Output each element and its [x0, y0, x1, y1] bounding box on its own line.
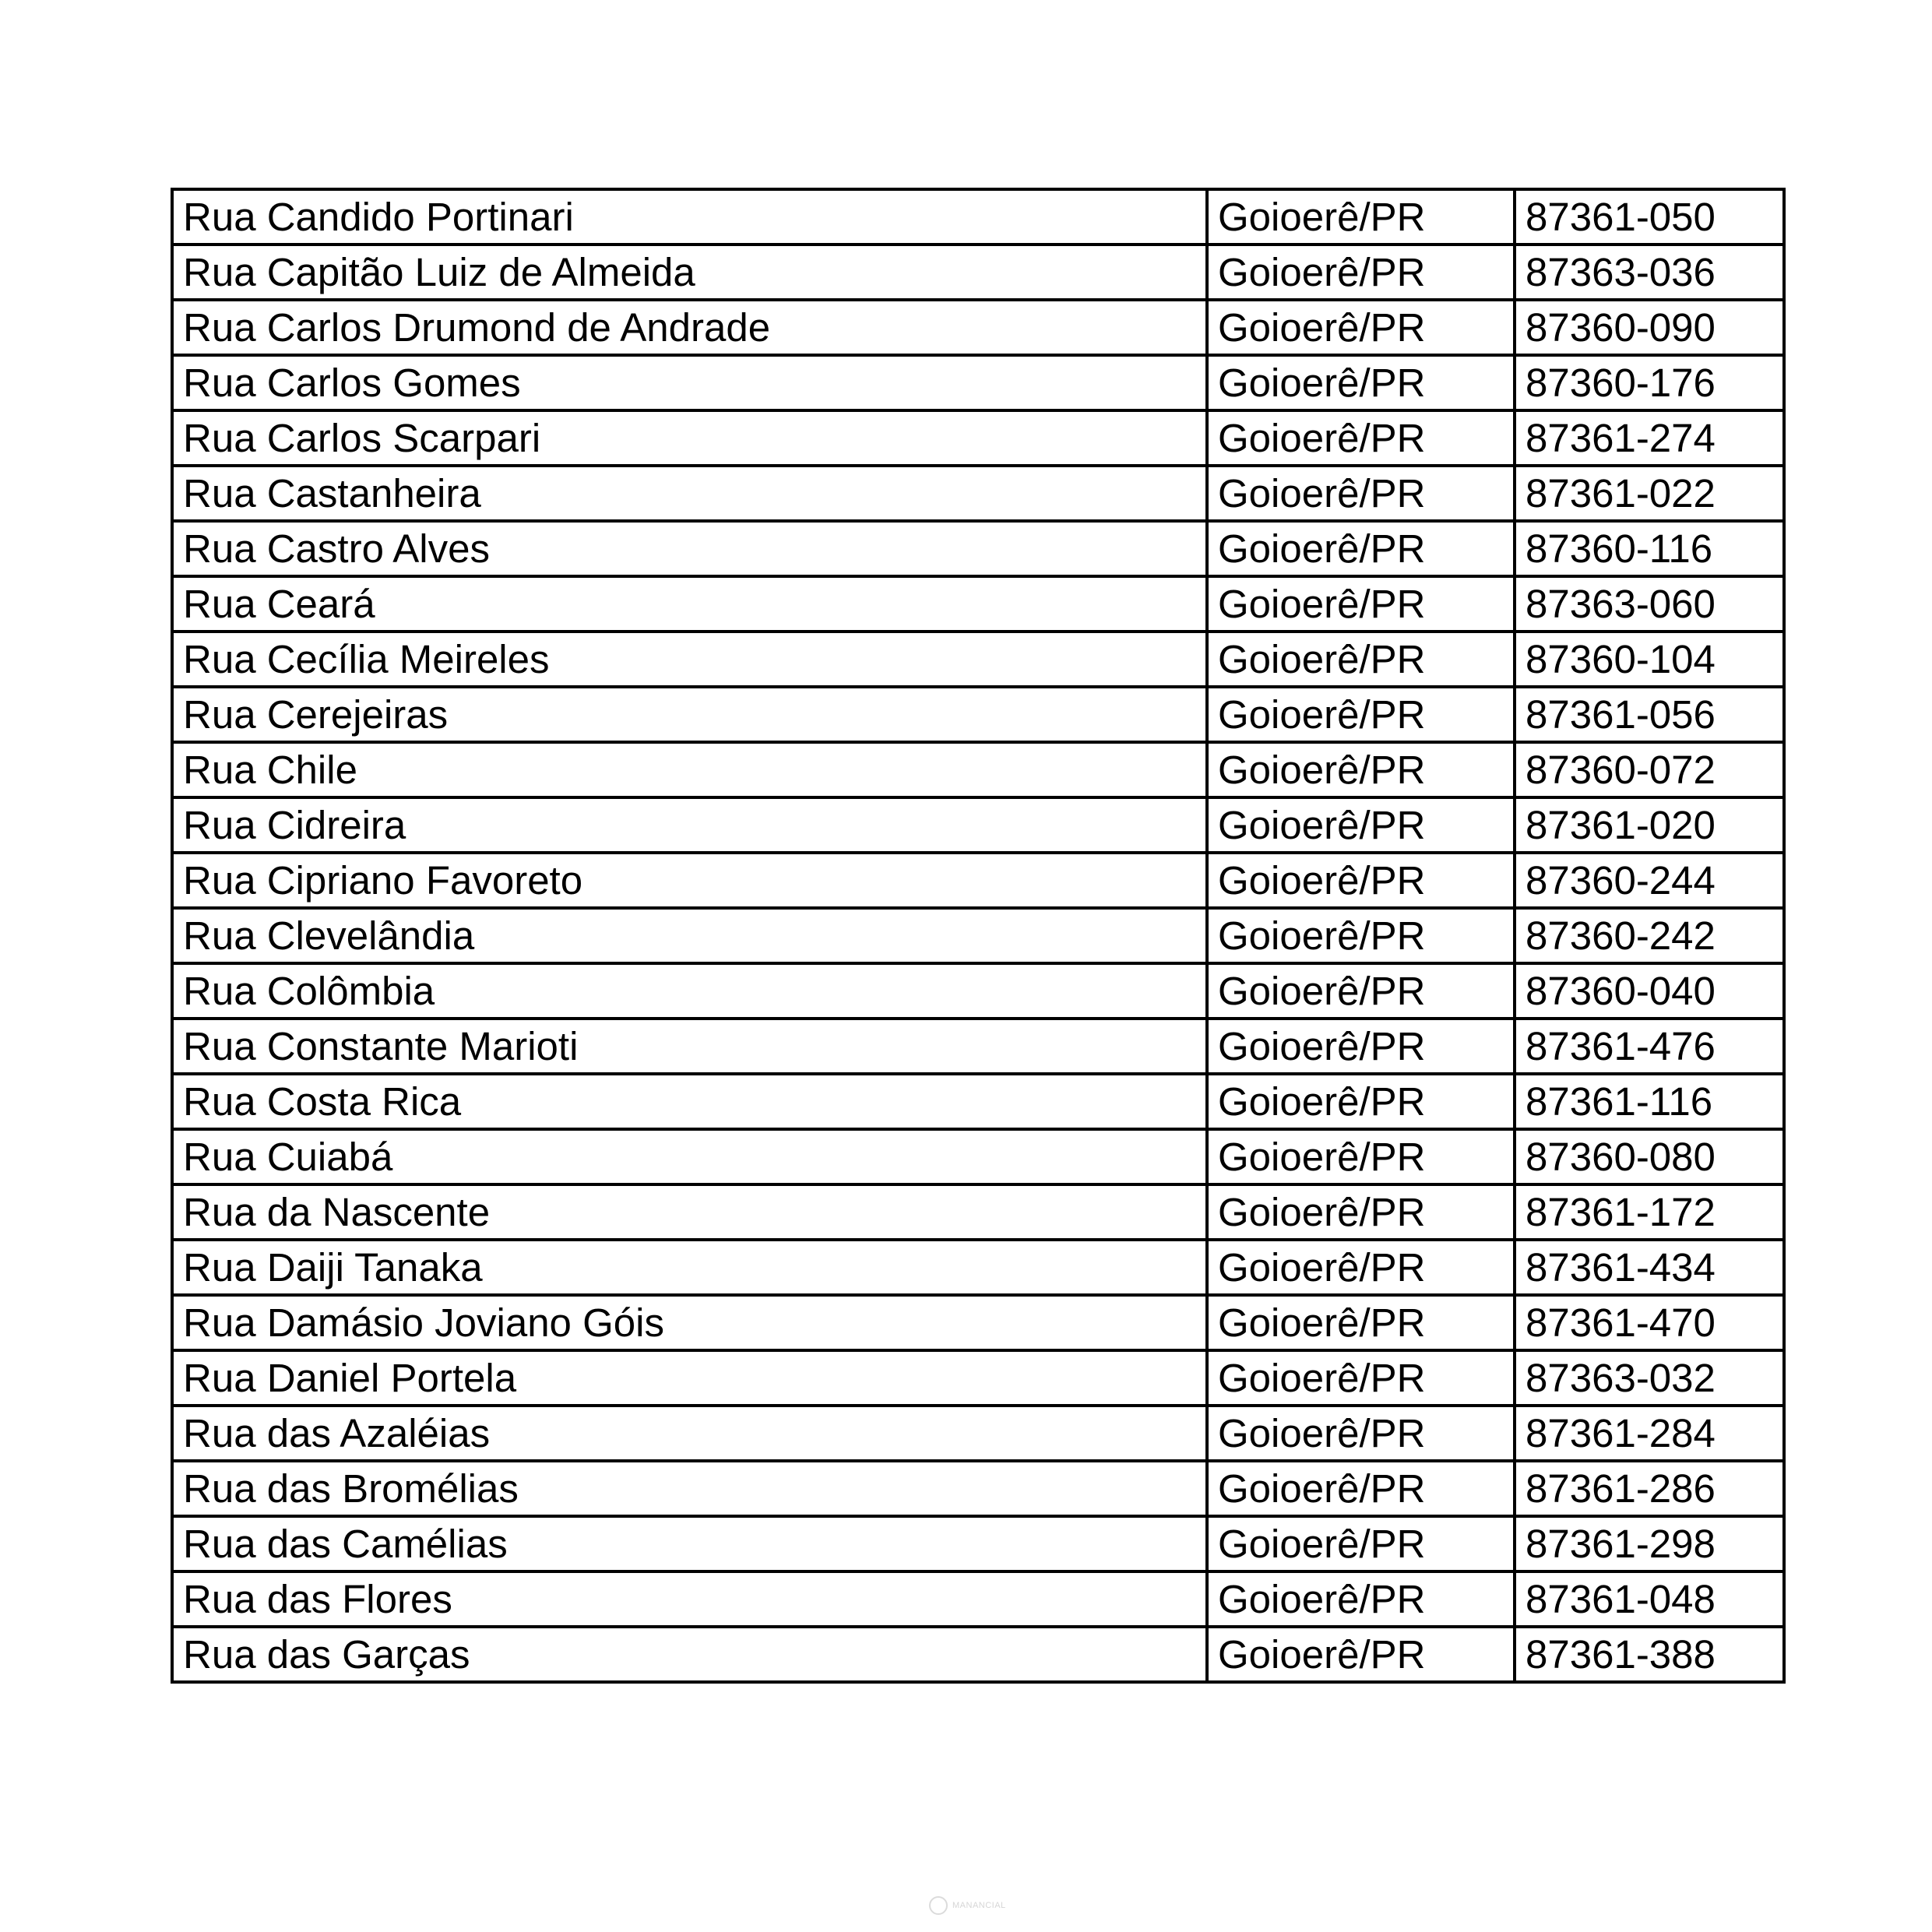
city-cell: Goioerê/PR	[1207, 1074, 1515, 1129]
street-cell: Rua Daniel Portela	[172, 1350, 1207, 1406]
table-row	[172, 1406, 1784, 1461]
street-cell: Rua Clevelândia	[172, 908, 1207, 963]
cep-cell: 87360-242	[1515, 908, 1784, 963]
street-cell: Rua Costa Rica	[172, 1074, 1207, 1129]
cep-cell: 87360-176	[1515, 355, 1784, 410]
street-cell: Rua Cidreira	[172, 797, 1207, 853]
city-cell: Goioerê/PR	[1207, 410, 1515, 466]
cep-cell: 87361-476	[1515, 1019, 1784, 1074]
city-cell: Goioerê/PR	[1207, 1461, 1515, 1516]
street-cell: Rua Cecília Meireles	[172, 632, 1207, 687]
cep-cell: 87360-116	[1515, 521, 1784, 576]
cep-cell: 87361-284	[1515, 1406, 1784, 1461]
street-cell: Rua Castanheira	[172, 466, 1207, 521]
address-table-body	[172, 189, 1784, 1682]
street-cell: Rua da Nascente	[172, 1184, 1207, 1240]
table-row	[172, 245, 1784, 300]
table-row	[172, 687, 1784, 742]
table-row	[172, 1627, 1784, 1682]
table-row	[172, 797, 1784, 853]
city-cell: Goioerê/PR	[1207, 1295, 1515, 1350]
cep-cell: 87361-470	[1515, 1295, 1784, 1350]
cep-cell: 87360-090	[1515, 300, 1784, 355]
cep-cell: 87361-434	[1515, 1240, 1784, 1295]
cep-cell: 87361-388	[1515, 1627, 1784, 1682]
city-cell: Goioerê/PR	[1207, 687, 1515, 742]
city-cell: Goioerê/PR	[1207, 1129, 1515, 1184]
table-row	[172, 189, 1784, 245]
street-cell: Rua das Camélias	[172, 1516, 1207, 1571]
table-row	[172, 1240, 1784, 1295]
watermark-text: MANANCIAL	[952, 1901, 1006, 1910]
street-cell: Rua Daiji Tanaka	[172, 1240, 1207, 1295]
city-cell: Goioerê/PR	[1207, 355, 1515, 410]
street-cell: Rua das Garças	[172, 1627, 1207, 1682]
table-row	[172, 466, 1784, 521]
table-row	[172, 300, 1784, 355]
cep-cell: 87363-032	[1515, 1350, 1784, 1406]
street-cell: Rua das Azaléias	[172, 1406, 1207, 1461]
city-cell: Goioerê/PR	[1207, 742, 1515, 797]
cep-cell: 87361-056	[1515, 687, 1784, 742]
table-row	[172, 963, 1784, 1019]
table-row	[172, 410, 1784, 466]
table-row	[172, 632, 1784, 687]
street-cell: Rua Carlos Scarpari	[172, 410, 1207, 466]
cep-cell: 87361-274	[1515, 410, 1784, 466]
street-cell: Rua Ceará	[172, 576, 1207, 632]
city-cell: Goioerê/PR	[1207, 1571, 1515, 1627]
city-cell: Goioerê/PR	[1207, 466, 1515, 521]
street-cell: Rua das Flores	[172, 1571, 1207, 1627]
cep-cell: 87361-050	[1515, 189, 1784, 245]
street-cell: Rua Damásio Joviano Góis	[172, 1295, 1207, 1350]
street-cell: Rua Capitão Luiz de Almeida	[172, 245, 1207, 300]
city-cell: Goioerê/PR	[1207, 797, 1515, 853]
street-cell: Rua Candido Portinari	[172, 189, 1207, 245]
table-row	[172, 1074, 1784, 1129]
cep-cell: 87361-172	[1515, 1184, 1784, 1240]
table-row	[172, 1350, 1784, 1406]
street-cell: Rua Carlos Drumond de Andrade	[172, 300, 1207, 355]
city-cell: Goioerê/PR	[1207, 1350, 1515, 1406]
city-cell: Goioerê/PR	[1207, 1019, 1515, 1074]
street-cell: Rua Carlos Gomes	[172, 355, 1207, 410]
table-row	[172, 355, 1784, 410]
table-row	[172, 1129, 1784, 1184]
table-row	[172, 742, 1784, 797]
cep-cell: 87361-298	[1515, 1516, 1784, 1571]
street-cell: Rua das Bromélias	[172, 1461, 1207, 1516]
manancial-logo-icon	[929, 1896, 948, 1915]
city-cell: Goioerê/PR	[1207, 1627, 1515, 1682]
table-row	[172, 1019, 1784, 1074]
cep-cell: 87360-244	[1515, 853, 1784, 908]
city-cell: Goioerê/PR	[1207, 853, 1515, 908]
city-cell: Goioerê/PR	[1207, 189, 1515, 245]
city-cell: Goioerê/PR	[1207, 1240, 1515, 1295]
cep-cell: 87361-116	[1515, 1074, 1784, 1129]
city-cell: Goioerê/PR	[1207, 300, 1515, 355]
street-cell: Rua Cuiabá	[172, 1129, 1207, 1184]
cep-cell: 87363-036	[1515, 245, 1784, 300]
street-cell: Rua Castro Alves	[172, 521, 1207, 576]
city-cell: Goioerê/PR	[1207, 963, 1515, 1019]
cep-cell: 87360-080	[1515, 1129, 1784, 1184]
address-table	[171, 188, 1786, 1684]
watermark	[929, 1896, 1006, 1915]
cep-cell: 87361-048	[1515, 1571, 1784, 1627]
table-row	[172, 853, 1784, 908]
table-row	[172, 1461, 1784, 1516]
table-row	[172, 1571, 1784, 1627]
city-cell: Goioerê/PR	[1207, 908, 1515, 963]
city-cell: Goioerê/PR	[1207, 521, 1515, 576]
cep-cell: 87361-020	[1515, 797, 1784, 853]
table-row	[172, 521, 1784, 576]
street-cell: Rua Colômbia	[172, 963, 1207, 1019]
table-row	[172, 1516, 1784, 1571]
table-row	[172, 908, 1784, 963]
table-row	[172, 1295, 1784, 1350]
city-cell: Goioerê/PR	[1207, 576, 1515, 632]
city-cell: Goioerê/PR	[1207, 1184, 1515, 1240]
city-cell: Goioerê/PR	[1207, 1406, 1515, 1461]
street-cell: Rua Constante Marioti	[172, 1019, 1207, 1074]
street-cell: Rua Cipriano Favoreto	[172, 853, 1207, 908]
city-cell: Goioerê/PR	[1207, 1516, 1515, 1571]
street-cell: Rua Chile	[172, 742, 1207, 797]
cep-cell: 87360-072	[1515, 742, 1784, 797]
city-cell: Goioerê/PR	[1207, 245, 1515, 300]
cep-cell: 87363-060	[1515, 576, 1784, 632]
city-cell: Goioerê/PR	[1207, 632, 1515, 687]
cep-cell: 87360-104	[1515, 632, 1784, 687]
cep-cell: 87361-022	[1515, 466, 1784, 521]
cep-cell: 87360-040	[1515, 963, 1784, 1019]
cep-cell: 87361-286	[1515, 1461, 1784, 1516]
table-row	[172, 576, 1784, 632]
table-row	[172, 1184, 1784, 1240]
street-cell: Rua Cerejeiras	[172, 687, 1207, 742]
